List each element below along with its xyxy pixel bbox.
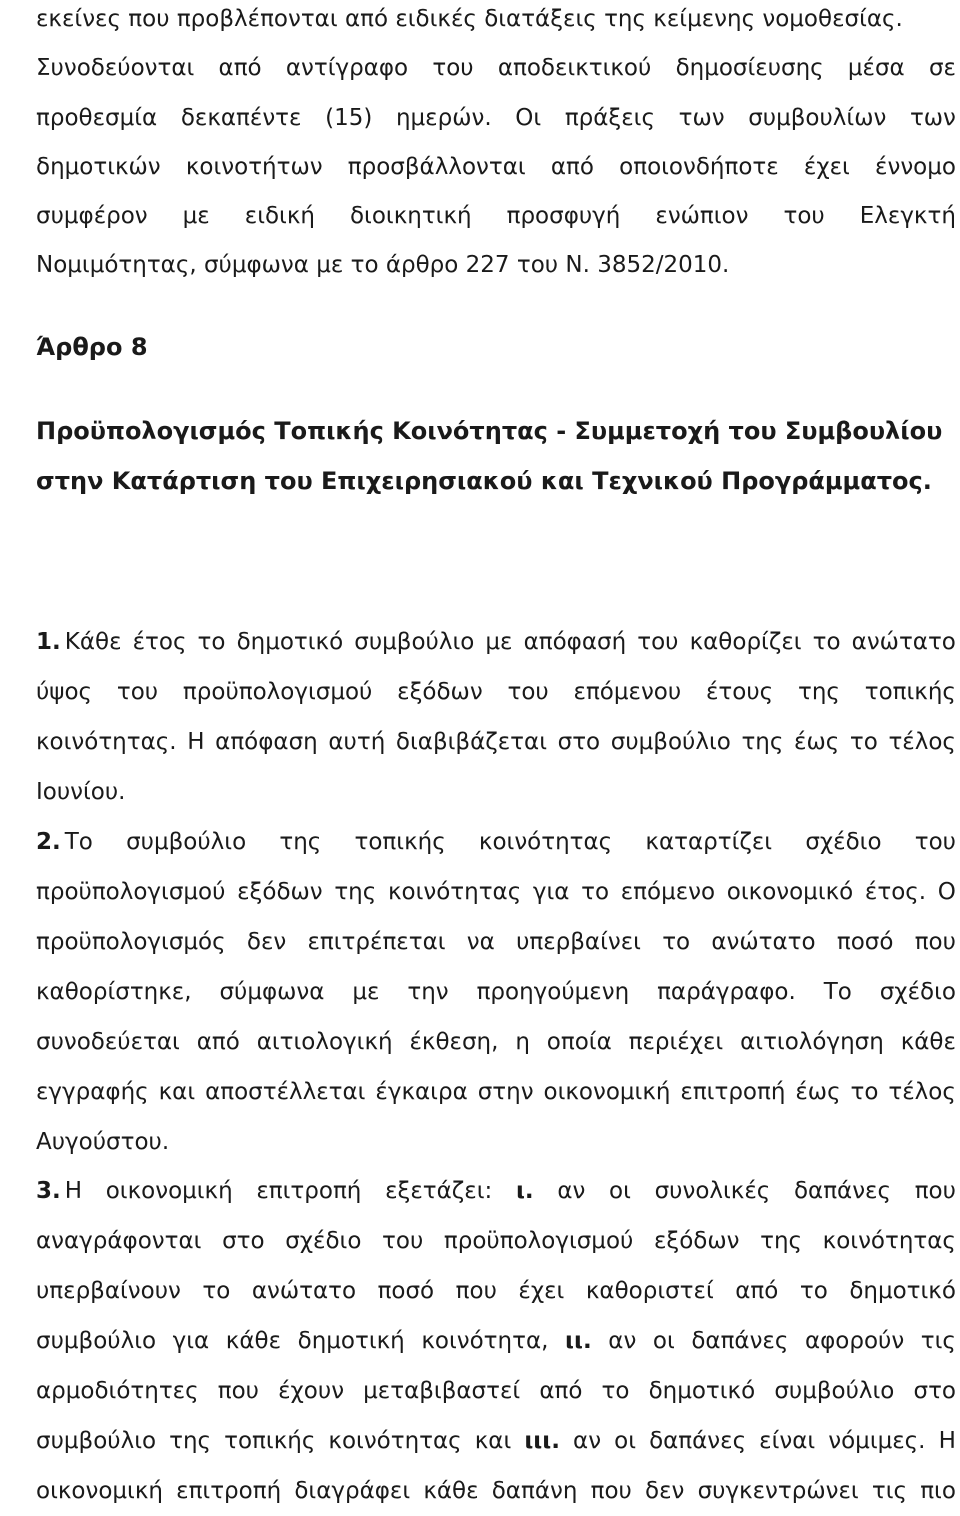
para-1-first-line: [65, 617, 956, 667]
word: ειδική: [244, 203, 315, 229]
para-3-line-3: [36, 1266, 956, 1316]
word: δημοτικών: [36, 154, 161, 180]
word: τοπικής: [864, 679, 956, 705]
word: συμβούλιο: [126, 829, 247, 855]
word: επόμενο: [620, 879, 716, 905]
word: δαπάνες: [691, 1328, 789, 1354]
word: οι: [652, 1328, 675, 1354]
para-3-line-7: [36, 1466, 956, 1516]
word: καθορίστηκε,: [36, 979, 192, 1005]
word: αιτιολόγηση: [740, 1029, 884, 1055]
word: αναγράφονται: [36, 1228, 202, 1254]
word: συμβουλίων: [748, 105, 887, 131]
word: εξετάζει:: [385, 1178, 493, 1204]
word: προηγούμενη: [476, 979, 630, 1005]
word: πιο: [920, 1478, 956, 1504]
para-3-first-line: [65, 1166, 956, 1216]
word: το: [799, 1278, 828, 1304]
word: οποία: [546, 1029, 612, 1055]
word: κοινότητας: [387, 879, 522, 905]
word: ενώπιον: [655, 203, 749, 229]
word: είναι: [759, 1428, 816, 1454]
word: σύμφωνα: [219, 979, 325, 1005]
para-1-number: 1.: [36, 629, 61, 655]
word: ανώτατο: [711, 929, 816, 955]
word: απόφαση: [215, 729, 318, 755]
word: απόφασή: [523, 629, 627, 655]
word: στο: [557, 729, 601, 755]
word: δημοτικό: [236, 629, 344, 655]
word: το: [601, 1378, 630, 1404]
word: το: [197, 629, 226, 655]
word: συμβούλιο: [36, 1328, 157, 1354]
word: με: [182, 203, 210, 229]
word: τις: [920, 1328, 956, 1354]
word: με: [485, 629, 513, 655]
word: επόμενου: [573, 679, 682, 705]
word: το: [849, 729, 878, 755]
word: σε: [928, 55, 956, 81]
word: πράξεις: [564, 105, 655, 131]
word: του: [382, 1228, 424, 1254]
word: έγκαιρα: [375, 1079, 468, 1105]
word: οι: [614, 1428, 636, 1454]
word: για: [172, 1328, 210, 1354]
word: από: [196, 1029, 240, 1055]
para-1-line-1: [36, 617, 956, 667]
word: καθορίζει: [689, 629, 802, 655]
word: με: [352, 979, 380, 1005]
para-1-line-4: Ιουνίου.: [36, 779, 126, 805]
word: συμβούλιο: [774, 1378, 895, 1404]
word: (15): [325, 105, 373, 131]
word: αιτιολογική: [256, 1029, 393, 1055]
word: κοινότητας: [478, 829, 613, 855]
word: Οι: [515, 105, 542, 131]
word: του: [783, 203, 825, 229]
word: συμβούλιο: [610, 729, 731, 755]
word: του: [432, 55, 474, 81]
word: αν: [608, 1328, 637, 1354]
word: υπερβαίνουν: [36, 1278, 181, 1304]
word: επιτρέπεται: [307, 929, 446, 955]
word: κοινότητας: [822, 1228, 956, 1254]
word: τις: [871, 1478, 907, 1504]
word: το: [812, 629, 841, 655]
para-3-line-6: [36, 1416, 956, 1466]
para-2-line-5: [36, 1017, 956, 1067]
word: στο: [913, 1378, 956, 1404]
word: κοινότητα,: [421, 1328, 549, 1354]
word: έως: [795, 1079, 841, 1105]
word: έτους: [706, 679, 774, 705]
word: και: [474, 1428, 512, 1454]
word: δημοτικό: [849, 1278, 956, 1304]
word: μέσα: [847, 55, 905, 81]
article-title: Άρθρο 8: [36, 333, 148, 361]
intro-line-2: [36, 43, 956, 93]
word: της: [760, 1228, 803, 1254]
word: αποδεικτικού: [497, 55, 652, 81]
word: συμβούλιο: [36, 1428, 157, 1454]
word: καθοριστεί: [585, 1278, 714, 1304]
word: ύψος: [36, 679, 93, 705]
word: δεν: [645, 1478, 685, 1504]
word: να: [466, 929, 495, 955]
word: συνοδεύεται: [36, 1029, 180, 1055]
word: την: [407, 979, 449, 1005]
word: δεκαπέντε: [180, 105, 302, 131]
word: αφορούν: [804, 1328, 905, 1354]
word: σχέδιο: [805, 829, 882, 855]
word: προϋπολογισμού: [443, 1228, 634, 1254]
word: έχει: [803, 154, 850, 180]
word: σχέδιο: [285, 1228, 362, 1254]
article-heading-line-2: στην Κατάρτιση του Επιχειρησιακού και Τεχνικού Προγράμματος.: [36, 467, 932, 495]
word: οποιονδήποτε: [619, 154, 779, 180]
intro-line-1: εκείνες που προβλέπονται από ειδικές διατάξεις της κείμενης νομοθεσίας.: [36, 6, 903, 32]
word: εγγραφής: [36, 1079, 149, 1105]
word: προϋπολογισμού: [182, 679, 373, 705]
word: Η: [64, 1178, 83, 1204]
word: της: [797, 679, 840, 705]
word: Κάθε: [64, 629, 122, 655]
word: έως: [794, 729, 840, 755]
word: επιτροπή: [680, 1079, 786, 1105]
para-2-line-4: [36, 967, 956, 1017]
para-1-line-3: [36, 717, 956, 767]
para-3-number: 3.: [36, 1178, 61, 1204]
word: συμβούλιο: [354, 629, 475, 655]
word: ποσό: [836, 929, 894, 955]
word: που: [217, 1378, 259, 1404]
word: από: [735, 1278, 779, 1304]
word: Ελεγκτή: [859, 203, 956, 229]
word: προϋπολογισμός: [36, 929, 226, 955]
para-2-line-6: [36, 1067, 956, 1117]
word: η: [515, 1029, 530, 1055]
word: που: [914, 929, 956, 955]
word: συμφέρον: [36, 203, 148, 229]
word: τέλος: [888, 729, 956, 755]
word: ημερών.: [395, 105, 492, 131]
word: έννομο: [875, 154, 956, 180]
word: του: [116, 679, 159, 705]
word: τοπικής: [224, 1428, 316, 1454]
word: σχέδιο: [879, 979, 956, 1005]
word: κάθε: [900, 1029, 956, 1055]
word: έχουν: [278, 1378, 345, 1404]
para-2-number: 2.: [36, 829, 61, 855]
word: οικονομική: [105, 1178, 233, 1204]
word: περιέχει: [628, 1029, 724, 1055]
word: ανώτατο: [251, 1278, 357, 1304]
word: εξόδων: [397, 679, 483, 705]
word: κοινότητας.: [36, 729, 177, 755]
word: κοινότητας: [328, 1428, 462, 1454]
word: Το: [823, 979, 852, 1005]
word: από: [550, 154, 594, 180]
word: του: [637, 629, 679, 655]
word: κάθε: [225, 1328, 282, 1354]
para-3-line-1: [36, 1166, 956, 1216]
word: προσβάλλονται: [347, 154, 526, 180]
word: οι: [609, 1178, 631, 1204]
word: δεν: [246, 929, 287, 955]
word: νόμιμες.: [828, 1428, 926, 1454]
word: έκθεση,: [409, 1029, 499, 1055]
word: αυτή: [328, 729, 386, 755]
para-2-line-7: Αυγούστου.: [36, 1129, 170, 1155]
word: που: [914, 1178, 956, 1204]
word: το: [581, 879, 610, 905]
intro-line-5: [36, 191, 956, 241]
word: συνολικές: [654, 1178, 771, 1204]
word: οικονομική: [36, 1478, 163, 1504]
word: Η: [187, 729, 205, 755]
word: κάθε: [423, 1478, 479, 1504]
word: υπερβαίνει: [516, 929, 641, 955]
word: προθεσμία: [36, 105, 158, 131]
intro-line-3: [36, 93, 956, 143]
word: της: [334, 879, 377, 905]
word: αρμοδιότητες: [36, 1378, 199, 1404]
word: δαπάνες: [649, 1428, 747, 1454]
word: της: [279, 829, 322, 855]
roman-numeral: ιι.: [565, 1328, 592, 1354]
word: έτος.: [864, 879, 927, 905]
para-2-line-2: [36, 867, 956, 917]
word: δημοτικό: [648, 1378, 756, 1404]
word: της: [741, 729, 784, 755]
word: προϋπολογισμού: [36, 879, 226, 905]
word: παράγραφο.: [657, 979, 796, 1005]
word: δημοτική: [297, 1328, 405, 1354]
word: που: [455, 1278, 497, 1304]
word: Συνοδεύονται: [36, 55, 195, 81]
word: της: [169, 1428, 212, 1454]
word: και: [158, 1079, 196, 1105]
word: στο: [222, 1228, 265, 1254]
word: δημοσίευσης: [675, 55, 824, 81]
word: αν: [557, 1178, 586, 1204]
word: οικονομικό: [726, 879, 854, 905]
word: για: [532, 879, 570, 905]
word: από: [539, 1378, 583, 1404]
word: κοινοτήτων: [185, 154, 323, 180]
word: προσφυγή: [506, 203, 621, 229]
word: διαβιβάζεται: [395, 729, 547, 755]
para-2-line-3: [36, 917, 956, 967]
word: αποστέλλεται: [205, 1079, 366, 1105]
word: Η: [938, 1428, 956, 1454]
word: Το: [64, 829, 93, 855]
para-1-line-2: [36, 667, 956, 717]
word: των: [909, 105, 956, 131]
roman-numeral: ιιι.: [524, 1428, 560, 1454]
word: του: [914, 829, 956, 855]
word: τοπικής: [354, 829, 446, 855]
word: αν: [573, 1428, 602, 1454]
word: Ο: [937, 879, 956, 905]
word: στην: [477, 1079, 534, 1105]
word: διοικητική: [349, 203, 472, 229]
word: από: [218, 55, 262, 81]
para-3-line-5: [36, 1366, 956, 1416]
word: δαπάνη: [491, 1478, 578, 1504]
para-3-line-4: [36, 1316, 956, 1366]
para-2-first-line: [65, 817, 956, 867]
word: ανώτατο: [851, 629, 956, 655]
article-heading-line-1: Προϋπολογισμός Τοπικής Κοινότητας - Συμμετοχή του Συμβουλίου: [36, 417, 943, 445]
word: μεταβιβαστεί: [363, 1378, 521, 1404]
intro-line-6: Νομιμότητας, σύμφωνα με το άρθρο 227 του Ν. 3852/2010.: [36, 252, 730, 278]
word: το: [662, 929, 691, 955]
word: καταρτίζει: [645, 829, 773, 855]
word: που: [590, 1478, 632, 1504]
word: έχει: [518, 1278, 565, 1304]
word: δαπάνες: [793, 1178, 891, 1204]
word: επιτροπή: [176, 1478, 282, 1504]
word: των: [678, 105, 725, 131]
word: διαγράφει: [294, 1478, 411, 1504]
word: επιτροπή: [256, 1178, 362, 1204]
word: τέλος: [888, 1079, 956, 1105]
word: εξόδων: [653, 1228, 740, 1254]
word: το: [202, 1278, 231, 1304]
word: ποσό: [377, 1278, 435, 1304]
word: εξόδων: [237, 879, 323, 905]
word: του: [507, 679, 549, 705]
roman-numeral: ι.: [515, 1178, 534, 1204]
word: αντίγραφο: [285, 55, 409, 81]
para-2-line-1: [36, 817, 956, 867]
word: οικονομική: [543, 1079, 671, 1105]
intro-line-4: [36, 142, 956, 192]
word: συγκεντρώνει: [697, 1478, 859, 1504]
word: έτος: [132, 629, 187, 655]
para-3-line-2: [36, 1216, 956, 1266]
word: το: [850, 1079, 879, 1105]
